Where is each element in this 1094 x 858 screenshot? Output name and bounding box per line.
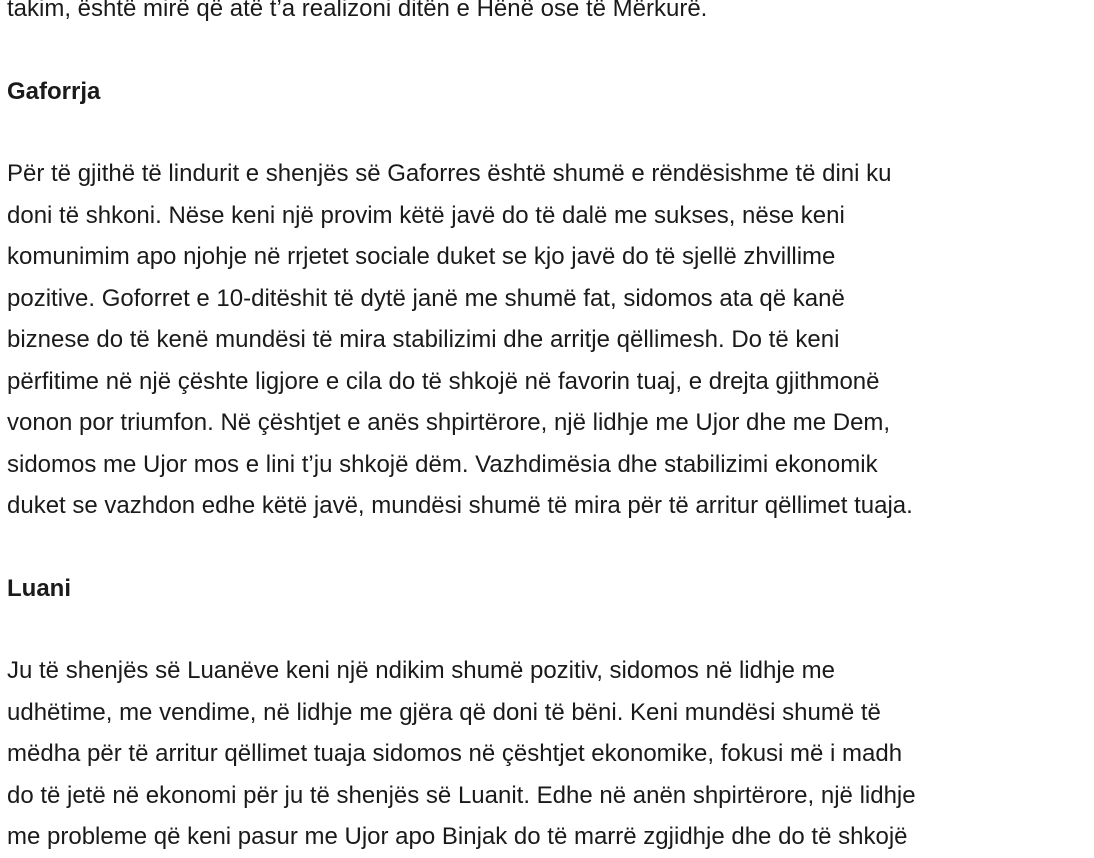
paragraph-line: Ju të shenjës së Luanëve keni një ndikim shumë pozitiv, sidomos në lidhje me xyxy=(7,657,835,684)
paragraph-line: pozitive. Goforret e 10-ditëshit të dytë janë me shumë fat, sidomos ata që kanë xyxy=(7,284,845,312)
intro-paragraph xyxy=(7,0,1091,30)
paragraph-line: me probleme që keni pasur me Ujor apo Binjak do të marrë zgjidhje dhe do të shkojë xyxy=(7,823,908,850)
paragraph-line: sidomos me Ujor mos e lini t’ju shkojë dëm. Vazhdimësia dhe stabilizimi ekonomik xyxy=(7,450,878,478)
paragraph-line: takim, është mirë që atë t’a realizoni ditën e Hënë ose të Mërkurë. xyxy=(7,0,708,22)
paragraph-spacer xyxy=(7,112,1091,153)
section-heading-gaforrja: Gaforrja xyxy=(7,77,101,105)
paragraph-spacer xyxy=(7,609,1091,650)
paragraph-spacer xyxy=(7,527,1091,568)
paragraph-line: mëdha për të arritur qëllimet tuaja sidomos në çështjet ekonomike, fokusi më i madh xyxy=(7,740,903,767)
paragraph-spacer xyxy=(7,30,1091,71)
paragraph-line: biznese do të kenë mundësi të mira stabilizimi dhe arritje qëllimesh. Do të keni xyxy=(7,326,840,353)
paragraph-line: përfitime në një çështe ligjore e cila do të shkojë në favorin tuaj, e drejta gjithmonë xyxy=(7,367,880,395)
paragraph-line: Për të gjithë të lindurit e shenjës së Gaforres është shumë e rëndësishme të dini ku xyxy=(7,160,892,187)
paragraph-line: vonon por triumfon. Në çështjet e anës shpirtërore, një lidhje me Ujor dhe me Dem, xyxy=(7,409,891,436)
paragraph-line: doni të shkoni. Nëse keni një provim këtë javë do të dalë me sukses, nëse keni xyxy=(7,201,845,229)
paragraph-gaforrja xyxy=(7,153,1091,527)
section-heading-luani: Luani xyxy=(7,574,71,602)
paragraph-line: duket se vazhdon edhe këtë javë, mundësi shumë të mira për të arritur qëllimet tuaja. xyxy=(7,492,913,519)
paragraph-line: do të jetë në ekonomi për ju të shenjës së Luanit. Edhe në anën shpirtërore, një lidhje xyxy=(7,781,916,809)
paragraph-line: komunimim apo njohje në rrjetet sociale duket se kjo javë do të sjellë zhvillime xyxy=(7,243,836,270)
article-body xyxy=(7,0,1091,858)
paragraph-line: udhëtime, me vendime, në lidhje me gjëra që doni të bëni. Keni mundësi shumë të xyxy=(7,698,881,726)
paragraph-luani xyxy=(7,650,1091,858)
